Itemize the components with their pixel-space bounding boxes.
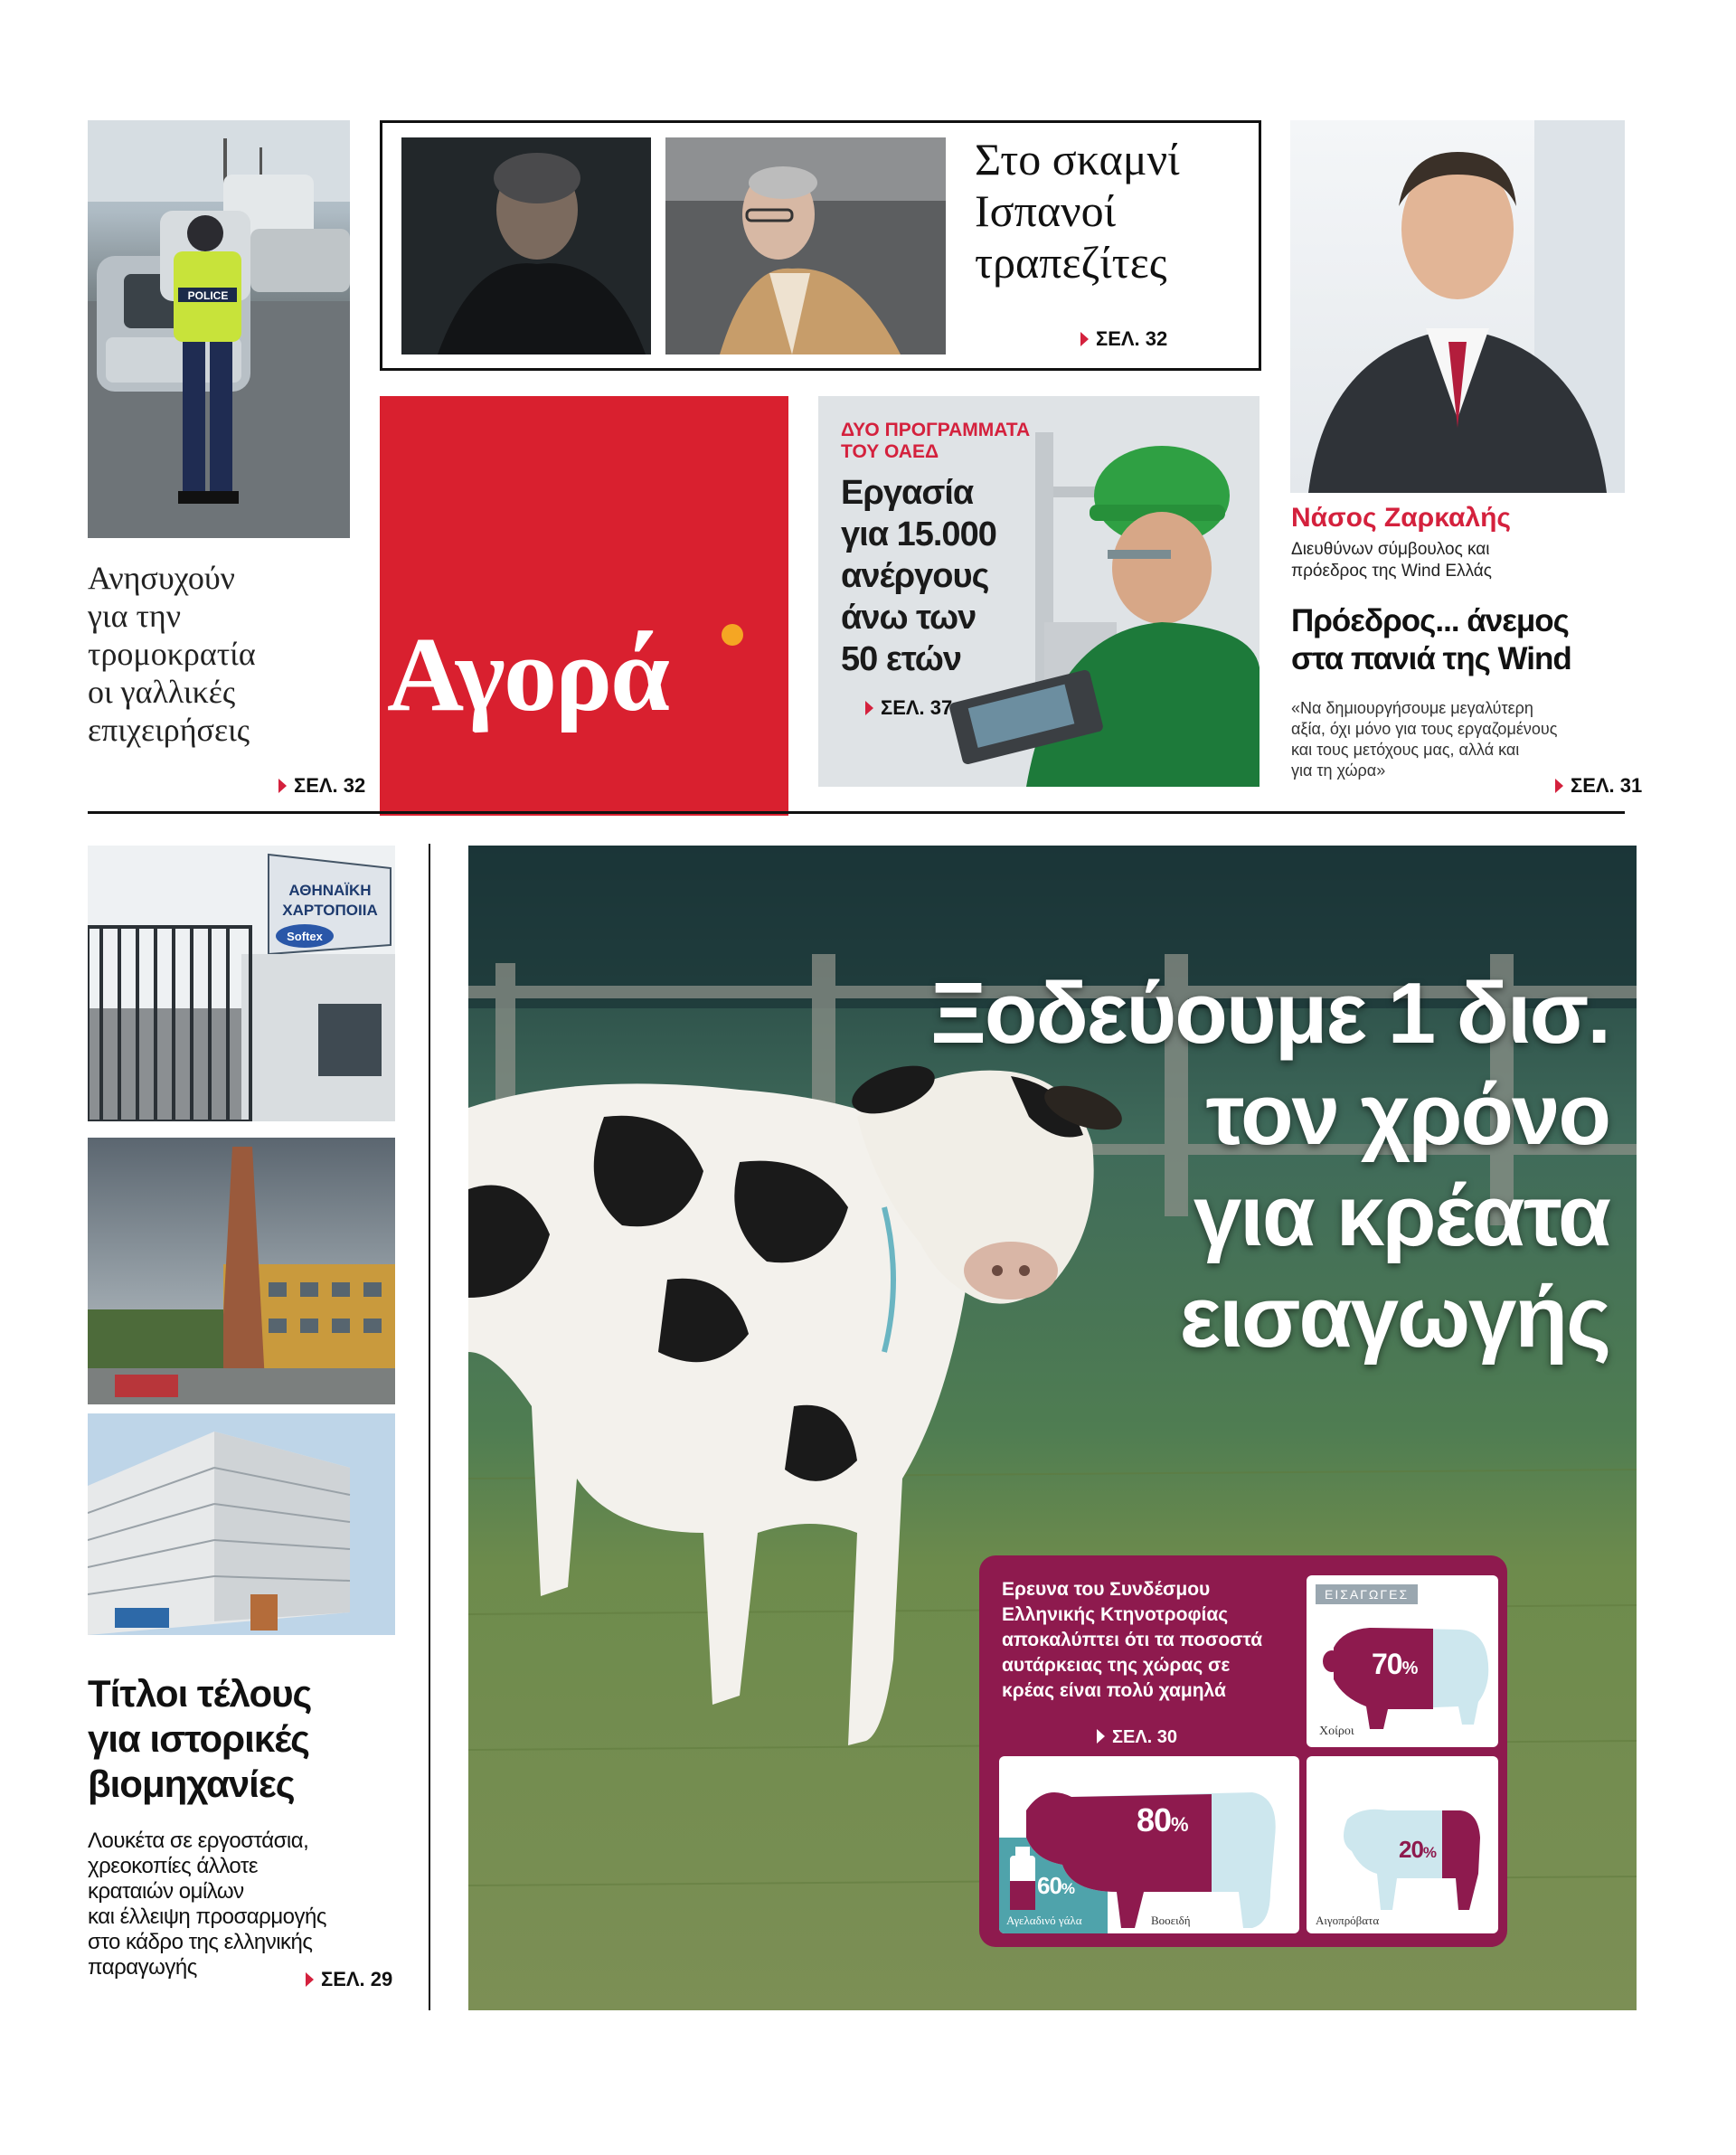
spain-page-ref[interactable]: ΣΕΛ. 32 (1080, 327, 1167, 351)
infographic-page-ref[interactable]: ΣΕΛ. 30 (1097, 1727, 1177, 1748)
cattle-panel (999, 1756, 1299, 1933)
paper-factory-photo (88, 846, 395, 1121)
wind-quote: «Να δημιουργήσουμε μεγαλύτερη αξία, όχι μόνο για τους εργαζομένους και τους μετόχους μας, αλλά και για τη χώρα» (1291, 699, 1558, 780)
chimney-factory-photo (88, 1138, 395, 1404)
police-photo (88, 120, 350, 538)
top-section-divider (88, 811, 1625, 814)
softex-logo: Softex (287, 930, 323, 943)
oaed-page-ref[interactable]: ΣΕΛ. 37 (865, 696, 952, 720)
arrow-icon (1080, 332, 1089, 346)
milk-value: 60% (1037, 1872, 1075, 1899)
industry-page-ref[interactable]: ΣΕΛ. 29 (306, 1968, 392, 1991)
sheep-value: 20% (1399, 1836, 1437, 1863)
cattle-label: Βοοειδή (1151, 1914, 1191, 1927)
france-headline: Ανησυχούν για την τρομοκρατία οι γαλλικές επιχειρήσεις (88, 560, 256, 748)
imports-label: ΕΙΣΑΓΩΓΕΣ (1316, 1584, 1418, 1604)
oaed-headline: Εργασία για 15.000 ανέργους άνω των 50 ετών (841, 474, 996, 678)
column-divider (429, 844, 430, 2010)
sheep-label: Αιγοπρόβατα (1316, 1914, 1380, 1927)
oaed-kicker: ΔΥΟ ΠΡΟΓΡΑΜΜΑΤΑ ΤΟΥ ΟΑΕΔ (841, 420, 1031, 462)
arrow-icon (1097, 1729, 1105, 1744)
section-logo-block (380, 396, 788, 816)
infographic-box (979, 1555, 1507, 1947)
milk-label: Αγελαδινό γάλα (1006, 1914, 1082, 1927)
banker-photo-1 (401, 137, 651, 354)
industry-headline: Τίτλοι τέλους για ιστορικές βιομηχανίες (88, 1672, 312, 1805)
zarkalis-role: Διευθύνων σύμβουλος και πρόεδρος της Wind Ελλάς (1291, 540, 1492, 581)
arrow-icon (306, 1972, 314, 1987)
spain-headline: Στο σκαμνί Ισπανοί τραπεζίτες (975, 134, 1180, 288)
section-logo-title: Αγορά (387, 615, 668, 733)
infographic-text: Ερευνα του Συνδέσμου Ελληνικής Κτηνοτροφίας αποκαλύπτει ότι τα ποσοστά αυτάρκειας της χώρας σε κρέας είναι πολύ χαμηλά (1002, 1579, 1263, 1701)
sheep-panel (1307, 1756, 1498, 1933)
office-building-photo (88, 1413, 395, 1635)
wind-page-ref[interactable]: ΣΕΛ. 31 (1555, 774, 1642, 798)
pigs-label: Χοίροι (1319, 1725, 1354, 1738)
police-vest-label: POLICE (187, 289, 229, 302)
france-page-ref[interactable]: ΣΕΛ. 32 (278, 774, 365, 798)
zarkalis-name: Νάσος Ζαρκαλής (1291, 503, 1512, 533)
arrow-icon (278, 779, 287, 793)
worker-photo (818, 396, 1260, 787)
pigs-value: 70% (1372, 1648, 1418, 1680)
logo-dot-icon (722, 624, 743, 646)
banker-photo-2 (665, 137, 946, 354)
pigs-panel (1307, 1575, 1498, 1747)
cattle-value: 80% (1137, 1801, 1188, 1838)
zarkalis-portrait (1290, 120, 1625, 493)
arrow-icon (865, 701, 873, 715)
arrow-icon (1555, 779, 1563, 793)
industry-body: Λουκέτα σε εργοστάσια, χρεοκοπίες άλλοτε κραταιών ομίλων και έλλειψη προσαρμογής στο κάδρο της ελληνικής παραγωγής (88, 1829, 326, 1980)
wind-headline: Πρόεδρος... άνεμος στα πανιά της Wind (1291, 603, 1571, 676)
main-headline: Ξοδεύουμε 1 δισ. τον χρόνο για κρέατα εισαγωγής (930, 965, 1609, 1366)
factory-sign-text: ΑΘΗΝΑΪΚΗ ΧΑΡΤΟΠΟΙΙΑ (282, 882, 378, 919)
